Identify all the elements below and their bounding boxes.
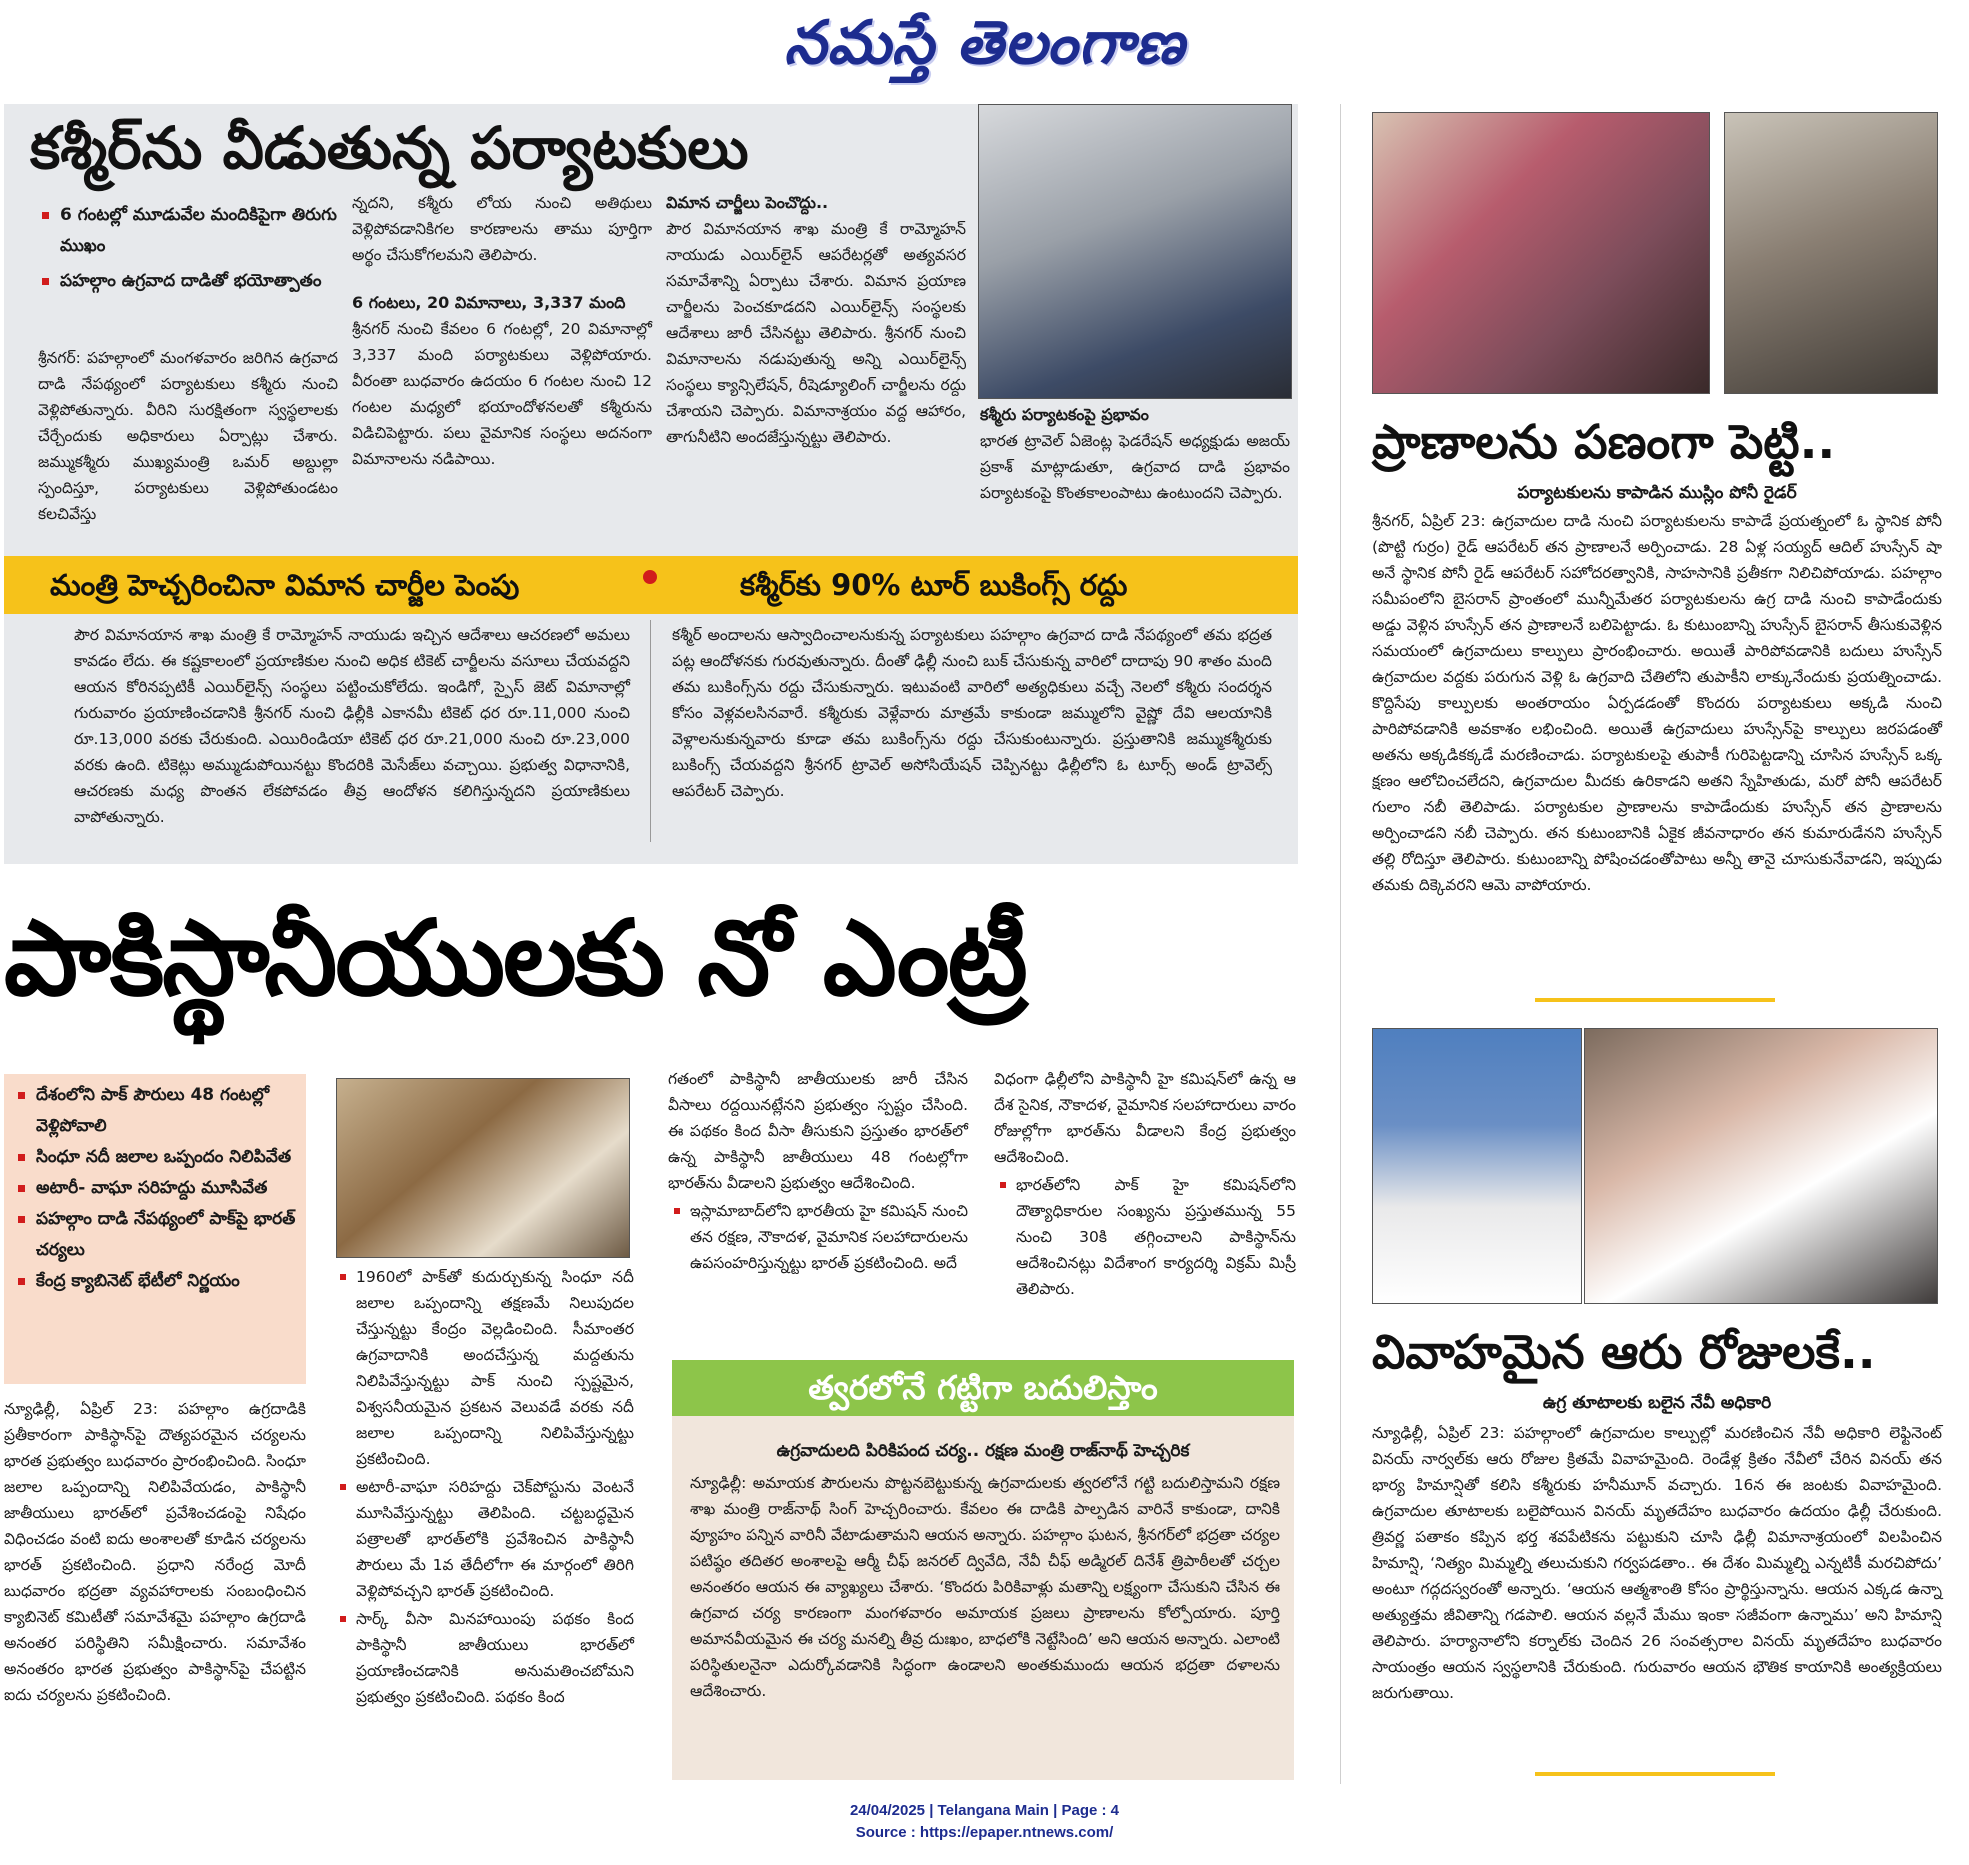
band-divider [650, 620, 651, 842]
right-column-rule [1340, 104, 1341, 1784]
navy-headline: వివాహమైన ఆరు రోజులకే.. [1372, 1325, 1876, 1380]
list-bullet-marker [674, 1208, 680, 1214]
pony-end-rule [1535, 998, 1775, 1002]
grieving-women-photo [1372, 112, 1710, 394]
pak-bullet: పహల్గాం దాడి నేపథ్యంలో పాక్‌పై భారత్‌ చర్యలు [14, 1204, 300, 1266]
footer [0, 1800, 1969, 1844]
kashmir-col4-subhead: కశ్మీరు పర్యాటకంపై ప్రభావం [980, 405, 1149, 424]
masthead [0, 0, 1969, 96]
pak-col4-item: భారత్‌లోని పాక్‌ హై కమిషన్‌లోని దౌత్యాధికారుల సంఖ్యను ప్రస్తుతమున్న 55 నుంచి 30కి తగ్గించాలని పాకిస్థాన్‌ను ఆదేశించినట్లు విదేశాంగ కార్యదర్శి విక్రమ్‌ మిస్రీ తెలిపారు. [994, 1172, 1296, 1302]
pak-col4-text: విధంగా ఢిల్లీలోని పాకిస్థానీ హై కమిషన్‌లో ఉన్న ఆ దేశ సైనిక, నౌకాదళ, వైమానిక సలహాదారులు వారం రోజుల్లోగా భారత్‌ను వీడాలని కేంద్ర ప్రభుత్వం ఆదేశించింది. [994, 1070, 1296, 1166]
list-bullet-marker [340, 1274, 346, 1280]
pak-col2-item: 1960లో పాక్‌తో కుదుర్చుకున్న సింధూ నదీ జలాల ఒప్పందాన్ని తక్షణమే నిలుపుదల చేస్తున్నట్టు కేంద్రం వెల్లడించింది. సీమాంతర ఉగ్రవాదానికి అందచేస్తున్న మద్దతును నిలిపివేస్తున్నట్టు పాక్‌ నుంచి స్పష్టమైన, విశ్వసనీయమైన ప్రకటన వెలువడే వరకు నదీ జలాల ఒప్పందాన్ని నిలిపివేస్తున్నట్టు ప్రకటించింది. [334, 1264, 634, 1472]
list-bullet-marker [340, 1616, 346, 1622]
kashmir-headline: కశ్మీర్‌ను వీడుతున్న పర్యాటకులు [30, 114, 749, 182]
band-right-title: కశ్మీర్‌కు 90% టూర్‌ బుకింగ్స్‌ రద్దు [740, 568, 1128, 602]
kashmir-col2-text2: శ్రీనగర్‌ నుంచి కేవలం 6 గంటల్లో, 20 విమానాల్లో 3,337 మంది పర్యాటకులు వెళ్లిపోయారు. వీరంతా బుధవారం ఉదయం 6 గంటల నుంచి 12 గంటల మధ్యలో భయాందోళనలతో కశ్మీరును విడిచిపెట్టారు. పలు వైమానిక సంస్థలు అదనంగా విమానాలను నడిపాయి. [352, 320, 652, 468]
footer-edition: 24/04/2025 | Telangana Main | Page : 4 [849, 1802, 1120, 1819]
kashmir-col2-text: న్నదని, కశ్మీరు లోయ నుంచి అతిథులు వెళ్లిపోవడానికిగల కారణాలను తాము పూర్తిగా అర్థం చేసుకోగలమని తెలిపారు. [352, 194, 652, 264]
kashmir-col3 [666, 190, 966, 450]
cabinet-meeting-photo [336, 1078, 630, 1258]
navy-body: న్యూఢిల్లీ, ఏప్రిల్‌ 23: పహల్గాంలో ఉగ్రవాదుల కాల్పుల్లో మరణించిన నేవీ అధికారి లెఫ్టినెంట్‌ వినయ్‌ నార్వల్‌కు ఆరు రోజుల క్రితమే వివాహమైంది. రెండేళ్ల క్రితం నేవీలో చేరిన వినయ్‌ తన భార్య హిమాన్షితో కలిసి కశ్మీరుకు హనీమూన్‌ వచ్చారు. 16న ఈ జంటకు వివాహమైంది. ఉగ్రవాదుల తూటాలకు బలైపోయిన వినయ్‌ మృతదేహం బుధవారం ఉదయం ఢిల్లీ చేరుకుంది. త్రివర్ణ పతాకం కప్పిన భర్త శవపేటికను పట్టుకుని చూసి ఢిల్లీ విమానాశ్రయంలో విలపించిన హిమాన్షి, ‘నిత్యం మిమ్మల్ని తలుచుకుని గర్వపడతాం.. ఈ దేశం మిమ్మల్ని ఎన్నటికీ మరచిపోదు’ అంటూ గద్గదస్వరంతో అన్నారు. ‘ఆయన ఆత్మశాంతి కోసం ప్రార్థిస్తున్నాను. ఆయన ఎక్కడ ఉన్నా అత్యుత్తమ జీవితాన్ని గడపాలి. ఆయన వల్లనే మేము ఇంకా సజీవంగా ఉన్నాము’ అని హిమాన్షి తెలిపారు. హర్యానాలోని కర్నాల్‌కు చెందిన 26 సంవత్సరాల వినయ్‌ మృతదేహం బుధవారం సాయంత్రం ఆయన స్వస్థలానికి చేరుకుంది. గురువారం ఆయన భౌతిక కాయానికి అంత్యక్రియలు జరుగుతాయి. [1372, 1424, 1942, 1702]
kashmir-col3-subhead: విమాన చార్జీలు పెంచొద్దు.. [666, 193, 829, 212]
list-bullet-marker [1000, 1182, 1006, 1188]
rajnath-title: త్వరలోనే గట్టిగా బదులిస్తాం [672, 1360, 1294, 1416]
band-right-body: కశ్మీర్‌ అందాలను ఆస్వాదించాలనుకున్న పర్యాటకులు పహల్గాం ఉగ్రవాద దాడి నేపథ్యంలో తమ భద్రత పట్ల ఆందోళనకు గురవుతున్నారు. దీంతో ఢిల్లీ నుంచి బుక్‌ చేసుకున్న వారిలో దాదాపు 90 శాతం మంది తమ బుకింగ్స్‌ను రద్దు చేసుకున్నారు. ఇటువంటి వారిలో అత్యధికులు వచ్చే నెలలో కశ్మీరు సందర్శన కోసం వెళ్లవలసినవారే. కశ్మీరుకు వెళ్లేవారు మాత్రమే కాకుండా జమ్ములోని వైష్ణో దేవి ఆలయానికి వెళ్లాలనుకున్నవారు కూడా తమ బుకింగ్స్‌ను రద్దు చేసుకుంటున్నారు. ప్రస్తుతానికి జమ్ముకశ్మీరుకు బుకింగ్స్‌ చేయవద్దని శ్రీనగర్‌ ట్రావెల్‌ అసోసియేషన్‌ చెప్పినట్టు ఢిల్లీలోని ఓ టూర్స్‌ అండ్‌ ట్రావెల్స్‌ ఆపరేటర్‌ చెప్పారు. [672, 626, 1272, 800]
pak-bullet: కేంద్ర క్యాబినెట్‌ భేటీలో నిర్ణయం [14, 1266, 300, 1297]
pak-bullet: దేశంలోని పాక్‌ పౌరులు 48 గంటల్లో వెళ్లిపోవాలి [14, 1080, 300, 1142]
kashmir-col2-subhead: 6 గంటలు, 20 విమానాలు, 3,337 మంది [352, 293, 626, 312]
pak-bullet: అటారీ- వాఘా సరిహద్దు మూసివేత [14, 1173, 300, 1204]
list-bullet-marker [340, 1484, 346, 1490]
pak-headline: పాకిస్థానీయులకు నో ఎంట్రీ [4, 897, 1026, 1019]
rajnath-body: న్యూఢిల్లీ: అమాయక పౌరులను పొట్టనబెట్టుకున్న ఉగ్రవాదులకు త్వరలోనే గట్టి బదులిస్తామని రక్షణ శాఖ మంత్రి రాజ్‌నాథ్‌ సింగ్‌ హెచ్చరించారు. కేవలం ఈ దాడికి పాల్పడిన వారినే కాకుండా, దానికి వ్యూహం పన్నిన వారినీ వేటాడుతామని ఆయన అన్నారు. పహల్గాం ఘటన, శ్రీనగర్‌లో భద్రతా చర్యల పటిష్ఠం తదితర అంశాలపై ఆర్మీ చీఫ్‌ జనరల్‌ ద్వివేది, నేవీ చీఫ్‌ అడ్మిరల్‌ దినేశ్‌ త్రిపాఠీలతో చర్చల అనంతరం ఆయన ఈ వ్యాఖ్యలు చేశారు. ‘కొందరు పిరికివాళ్లు మతాన్ని లక్ష్యంగా చేసుకుని చేసిన ఈ ఉగ్రవాద చర్య కారణంగా మంగళవారం అమాయక ప్రజలు ప్రాణాలను కోల్పోయారు. పూర్తి అమానవీయమైన ఈ చర్య మనల్ని తీవ్ర దుఃఖం, బాధలోకి నెట్టేసింది’ అని ఆయన అన్నారు. ఎలాంటి పరిస్థితులనైనా ఎదుర్కోవడానికి సిద్ధంగా ఉండాలని అంతకుముందు ఆయన భద్రతా దళాలను ఆదేశించారు. [690, 1474, 1280, 1700]
rajnath-subtitle: ఉగ్రవాదులది పిరికిపంద చర్య.. రక్షణ మంత్రి రాజ్‌నాథ్‌ హెచ్చరిక [776, 1441, 1190, 1461]
pony-subtitle: పర్యాటకులను కాపాడిన ముస్లిం పోనీ రైడర్‌ [1517, 483, 1797, 503]
pak-col3 [668, 1066, 968, 1276]
pak-col3-text: గతంలో పాకిస్థానీ జాతీయులకు జారీ చేసిన వీసాలు రద్దయినట్లేనని ప్రభుత్వం స్పష్టం చేసింది. ఈ పథకం కింద వీసా తీసుకుని ప్రస్తుతం భారత్‌లో ఉన్న పాకిస్థానీ జాతీయులు 48 గంటల్లోగా భారత్‌ను వీడాలని ప్రభుత్వం ఆదేశించింది. [668, 1070, 968, 1192]
pak-col1: న్యూఢిల్లీ, ఏప్రిల్‌ 23: పహల్గాం ఉగ్రదాడికి ప్రతీకారంగా పాకిస్థాన్‌పై దౌత్యపరమైన చర్యలను భారత ప్రభుత్వం బుధవారం ప్రారంభించింది. సింధూ జలాల ఒప్పందాన్ని నిలిపివేయడం, పాకిస్థానీ జాతీయులు భారత్‌లో ప్రవేశించడంపై నిషేధం విధించడం వంటి ఐదు అంశాలతో కూడిన చర్యలను భారత్‌ ప్రకటించింది. ప్రధాని నరేంద్ర మోదీ బుధవారం భద్రతా వ్యవహారాలకు సంబంధించిన క్యాబినెట్‌ కమిటీతో సమావేశమై పహల్గాం ఉగ్రదాడి అనంతర పరిస్థితిని సమీక్షించారు. సమావేశం అనంతరం భారత ప్రభుత్వం పాకిస్థాన్‌పై చేపట్టిన ఐదు చర్యలను ప్రకటించింది. [4, 1400, 306, 1704]
pak-bullet: సింధూ నదీ జలాల ఒప్పందం నిలిపివేత [14, 1142, 300, 1173]
pak-col2-item: అటారీ-వాఘా సరిహద్దు చెక్‌పోస్టును వెంటనే మూసివేస్తున్నట్టు తెలిపింది. చట్టబద్ధమైన పత్రాలతో భారత్‌లోకి ప్రవేశించిన పాకిస్థానీ పౌరులు మే 1వ తేదీలోగా ఈ మార్గంలో తిరిగి వెళ్లిపోవచ్చని భారత్‌ ప్రకటించింది. [334, 1474, 634, 1604]
kashmir-col2 [352, 190, 652, 472]
navy-end-rule [1535, 1772, 1775, 1776]
kashmir-col1: శ్రీనగర్‌: పహల్గాంలో మంగళవారం జరిగిన ఉగ్రవాద దాడి నేపథ్యంలో పర్యాటకులు కశ్మీరు నుంచి వెళ్లిపోతున్నారు. వీరిని సురక్షితంగా స్వస్థలాలకు చేర్చేందుకు అధికారులు ఏర్పాట్లు చేశారు. జమ్ముకశ్మీరు ముఖ్యమంత్రి ఒమర్‌ అబ్దుల్లా స్పందిస్తూ, పర్యాటకులు వెళ్లిపోతుండటం కలచివేస్తు [38, 349, 338, 523]
band-left-body: పౌర విమానయాన శాఖ మంత్రి కే రామ్మోహన్‌ నాయుడు ఇచ్చిన ఆదేశాలు ఆచరణలో అమలు కావడం లేదు. ఈ కష్టకాలంలో ప్రయాణికుల నుంచి అధిక టికెట్‌ చార్జీలను వసూలు చేయవద్దని ఆయన కోరినప్పటికీ ఎయిర్‌లైన్స్‌ సంస్థలు పట్టించుకోలేదు. ఇండిగో, స్పైస్‌ జెట్‌ విమానాల్లో గురువారం ప్రయాణించడానికి శ్రీనగర్‌ నుంచి ఢిల్లీకి ఎకానమీ టికెట్‌ ధర రూ.11,000 నుంచి రూ.13,000 వరకు చేరుకుంది. ఎయిరిండియా టికెట్‌ ధర రూ.21,000 నుంచి రూ.23,000 వరకు ఉంది. టికెట్లు అమ్ముడుపోయినట్టు కొందరికి మెసేజ్‌లు వచ్చాయి. ప్రభుత్వ విధానానికి, ఆచరణకు మధ్య పొంతన లేకపోవడం తీవ్ర ఆందోళన కలిగిస్తున్నదని ప్రయాణికులు వాపోతున్నారు. [74, 626, 630, 826]
kashmir-bullets [38, 200, 338, 297]
kashmir-col3-text: పౌర విమానయాన శాఖ మంత్రి కే రామ్మోహన్‌ నాయుడు ఎయిర్‌లైన్‌ ఆపరేటర్లతో అత్యవసర సమావేశాన్ని ఏర్పాటు చేశారు. విమాన ప్రయాణ చార్జీలను పెంచకూడదని ఎయిర్‌లైన్స్‌ సంస్థలకు ఆదేశాలు జారీ చేసినట్టు తెలిపారు. శ్రీనగర్‌ నుంచి విమానాలను నడుపుతున్న అన్ని ఎయిర్‌లైన్స్‌ సంస్థలు క్యాన్సిలేషన్‌, రీషెడ్యూలింగ్‌ చార్జీలను రద్దు చేశాయని చెప్పారు. విమానాశ్రయం వద్ద ఆహారం, తాగునీటిని అందజేస్తున్నట్టు తెలిపారు. [666, 220, 966, 446]
kashmir-tourists-photo [978, 104, 1292, 399]
kashmir-col4 [980, 402, 1290, 506]
band-separator-dot [643, 570, 657, 584]
pak-bullets [14, 1080, 300, 1297]
kashmir-bullet: పహల్గాం ఉగ్రవాద దాడితో భయోత్పాతం [38, 266, 338, 297]
adil-hussain-photo [1724, 112, 1938, 394]
pak-col2-item: సార్క్‌ వీసా మినహాయింపు పథకం కింద పాకిస్థానీ జాతీయులు భారత్‌లో ప్రయాణించడానికి అనుమతించబోమని ప్రభుత్వం ప్రకటించింది. పథకం కింద [334, 1606, 634, 1710]
pak-col3-item: ఇస్లామాబాద్‌లోని భారతీయ హై కమిషన్‌ నుంచి తన రక్షణ, నౌకాదళ, వైమానిక సలహాదారులను ఉపసంహరిస్తున్నట్టు భారత్‌ ప్రకటించింది. అదే [668, 1198, 968, 1276]
band-left-title: మంత్రి హెచ్చరించినా విమాన చార్జీల పెంపు [50, 568, 520, 602]
pak-col2 [334, 1262, 634, 1710]
pak-col4 [994, 1066, 1296, 1302]
footer-source[interactable]: Source : https://epaper.ntnews.com/ [855, 1824, 1114, 1841]
pony-body: శ్రీనగర్‌, ఏప్రిల్‌ 23: ఉగ్రవాదుల దాడి నుంచి పర్యాటకులను కాపాడే ప్రయత్నంలో ఓ స్థానిక పోనీ (పొట్టి గుర్రం) రైడ్‌ ఆపరేటర్‌ తన ప్రాణాలనే అర్పించాడు. 28 ఏళ్ల సయ్యద్‌ ఆదిల్‌ హుస్సేన్‌ షా అనే స్థానిక పోనీ రైడ్‌ ఆపరేటర్‌ సహోదరత్వానికి, సాహసానికి ప్రతీకగా నిలిచిపోయాడు. పహల్గాం సమీపంలోని బైసరాన్‌ ప్రాంతంలో మున్నీమేతర పర్యాటకులను ఉగ్ర దాడి నుంచి కాపాడేందుకు అడ్డు వెళ్లిన హుస్సేన్‌ తన ప్రాణాలనే బలిపెట్టాడు. ఓ కుటుంబాన్ని హుస్సేన్‌ బైసరాన్‌ తీసుకువెళ్లిన సమయంలో ఉగ్రవాదులు కాల్పులు ప్రారంభించారు. అయితే పారిపోవడానికి బదులు హుస్సేన్‌ ఉగ్రవాదుల వద్దకు పరుగున వెళ్లి ఓ ఉగ్రవాది చేతిలోని తుపాకీని లాక్కునేందుకు ప్రయత్నించాడు. కొద్దిసేపు కాల్పులకు అంతరాయం ఏర్పడడంతో కొందరు పర్యాటకులు అక్కడి నుంచి పారిపోవడానికి అవకాశం లభించింది. అయితే ఉగ్రవాదులు హుస్సేన్‌పై కాల్పులు జరపడంతో అతను అక్కడికక్కడే మరణించాడు. పర్యాటకులపై తుపాకీ గురిపెట్టడాన్ని చూసిన హుస్సేన్‌ ఒక్క క్షణం ఆలోచించలేదని, ఉగ్రవాదుల మీదకు ఉరికాడని అతని స్నేహితుడు, మరో పోనీ ఆపరేటర్‌ గులాం నబీ తెలిపాడు. పర్యాటకుల ప్రాణాలను కాపాడేందుకు హుస్సేన్‌ తన ప్రాణాలను అర్పించాడని నబీ చెప్పారు. తన కుటుంబానికి ఏకైక జీవనాధారం తన కుమారుడేనని హుస్సేన్‌ తల్లి రోదిస్తూ తెలిపారు. కుటుంబాన్ని పోషించడంతోపాటు అన్నీ తానై చూసుకునేవాడని, ఇప్పుడు తమకు దిక్కెవరని ఆమె వాపోయారు. [1372, 512, 1942, 894]
navy-officer-photo [1372, 1028, 1582, 1304]
kashmir-bullet: 6 గంటల్లో మూడువేల మందికిపైగా తిరుగు ముఖం [38, 200, 338, 262]
masthead-title: నమస్తే తెలంగాణ [783, 8, 1186, 78]
himanshi-salute-photo [1584, 1028, 1938, 1304]
navy-subtitle: ఉగ్ర తూటాలకు బలైన నేవీ అధికారి [1542, 1393, 1772, 1413]
pony-headline: ప్రాణాలను పణంగా పెట్టి.. [1372, 415, 1836, 470]
kashmir-col4-text: భారత ట్రావెల్‌ ఏజెంట్ల ఫెడరేషన్‌ అధ్యక్షుడు అజయ్‌ ప్రకాశ్‌ మాట్లాడుతూ, ఉగ్రవాద దాడి ప్రభావం పర్యాటకంపై కొంతకాలంపాటు ఉంటుందని చెప్పారు. [980, 432, 1290, 502]
